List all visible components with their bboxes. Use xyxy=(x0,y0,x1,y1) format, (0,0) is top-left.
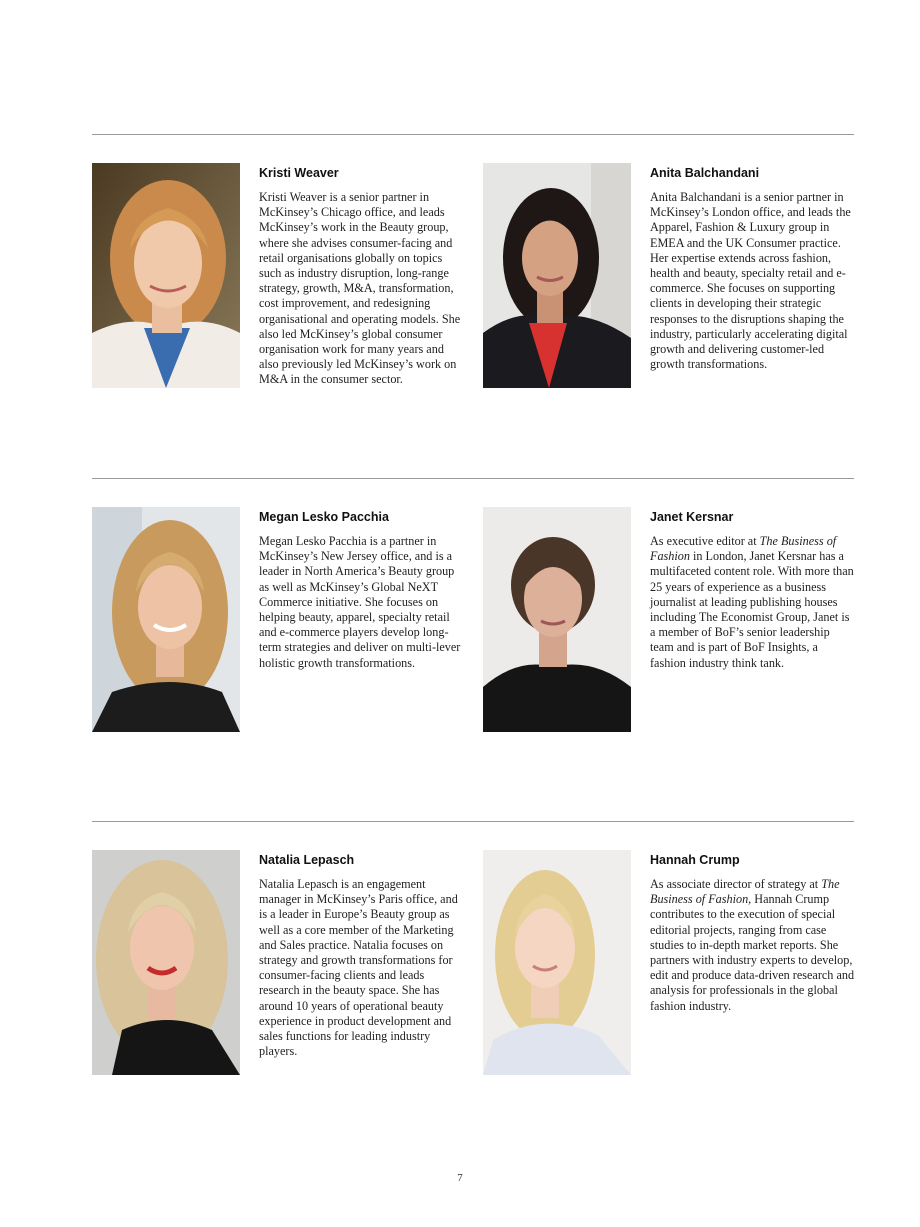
person-bio: Anita Balchandani is a senior partner in McKinsey’s London office, and leads the Apparel, Fashion & Luxury group in EMEA and the UK Consumer practice. Her expertise extends across fashion, health and beauty, specialty retail and e-commerce. She focuses on supporting clients in developing their strategic responses to the disruptions shaping the industry, particularly accelerating digital growth and delivering customer-led growth transformations. xyxy=(650,190,851,372)
profile-card xyxy=(483,163,854,463)
person-bio: Megan Lesko Pacchia is a partner in McKinsey’s New Jersey office, and is a leader in North America’s Beauty group as well as McKinsey’s Global NeXT Commerce initiative. She focuses on helping beauty, apparel, specialty retail and e-commerce players develop long-term strategies and deliver on multi-lever holistic growth transformations. xyxy=(259,534,461,670)
person-name: Anita Balchandani xyxy=(650,166,760,180)
portrait-photo xyxy=(483,507,631,732)
person-name: Megan Lesko Pacchia xyxy=(259,510,389,524)
person-bio: Natalia Lepasch is an engagement manager in McKinsey’s Paris office, and is a leader in Europe’s Beauty group as well as a core member of the Marketing and Sales practice. Natalia focuses on strategy and growth transformations for consumer-facing clients and leads research in the beauty space. She has around 10 years of operational beauty experience in product development and sales functions for leading industry players. xyxy=(259,877,458,1059)
section-divider xyxy=(92,821,854,822)
portrait-photo xyxy=(92,163,240,388)
profile-card xyxy=(92,507,463,807)
person-name: Kristi Weaver xyxy=(259,166,339,180)
person-name: Hannah Crump xyxy=(650,853,740,867)
person-name: Janet Kersnar xyxy=(650,510,734,524)
profile-card xyxy=(92,163,463,463)
section-divider xyxy=(92,134,854,135)
person-bio: As executive editor at The Business of Fashion in London, Janet Kersnar has a multifaceted content role. With more than 25 years of experience as a business journalist at leading publishing houses including The Economist Group, Janet is a member of BoF’s senior leadership team and is part of BoF Insights, a fashion industry think tank. xyxy=(650,534,854,670)
person-name: Natalia Lepasch xyxy=(259,853,355,867)
portrait-photo xyxy=(92,507,240,732)
profile-card xyxy=(483,507,854,807)
page-number: 7 xyxy=(457,1172,463,1184)
profile-card xyxy=(483,850,854,1150)
person-bio: As associate director of strategy at The Business of Fashion, Hannah Crump contributes to the execution of special editorial projects, ranging from case studies to in-depth market reports. She partners with industry experts to develop, edit and produce data-driven research and analysis for professionals in the global fashion industry. xyxy=(650,877,855,1013)
person-bio: Kristi Weaver is a senior partner in McKinsey’s Chicago office, and leads McKinsey’s work in the Beauty group, where she advises consumer-facing and retail organisations globally on topics such as industry disruption, long-range strategy, growth, M&A, transformation, cost improvement, and redesigning organisational and operating models. She also led McKinsey’s global consumer organisation work for many years and also previously led McKinsey’s work on M&A in the consumer sector. xyxy=(259,190,461,387)
portrait-photo xyxy=(92,850,240,1075)
portrait-photo xyxy=(483,850,631,1075)
portrait-photo xyxy=(483,163,631,388)
section-divider xyxy=(92,478,854,479)
profile-card xyxy=(92,850,463,1150)
